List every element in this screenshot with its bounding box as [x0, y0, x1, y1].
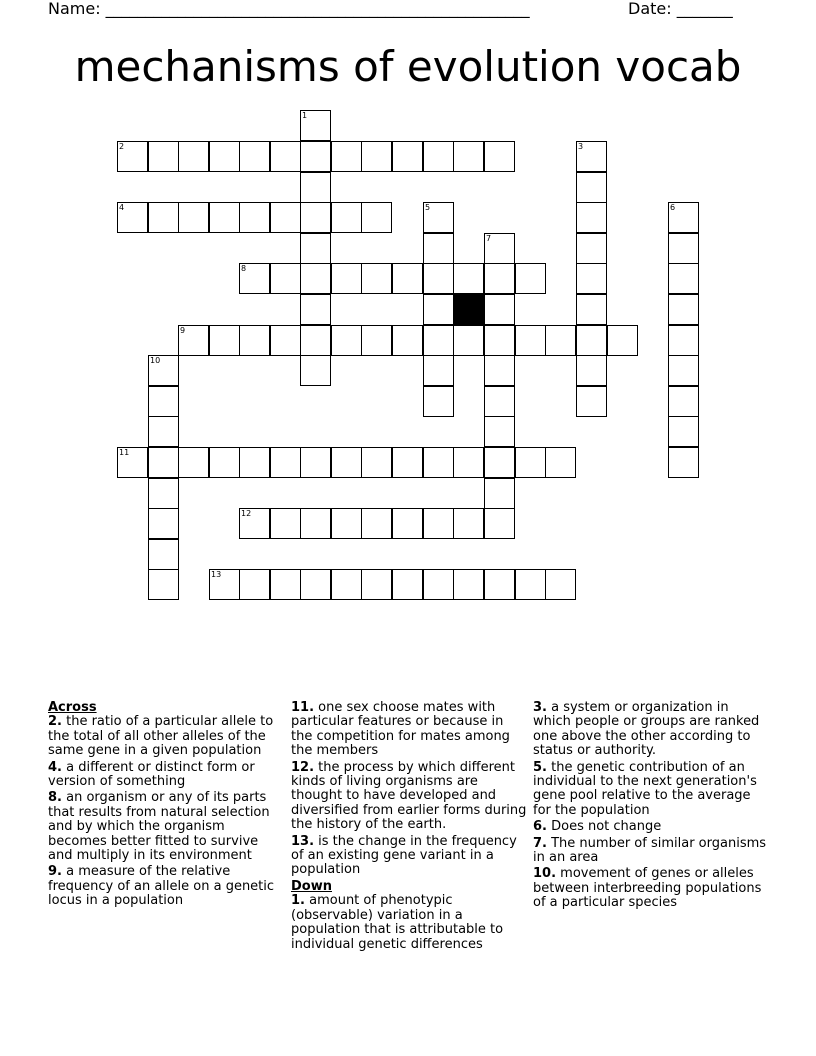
clue-number: 1 — [302, 111, 308, 120]
crossword-cell[interactable] — [331, 141, 362, 172]
crossword-cell[interactable] — [484, 355, 515, 386]
crossword-cell[interactable] — [668, 447, 699, 478]
crossword-cell[interactable] — [484, 325, 515, 356]
crossword-cell[interactable] — [361, 508, 392, 539]
clue-number: 12 — [241, 509, 252, 518]
clue-item — [48, 791, 284, 863]
crossword-cell[interactable] — [484, 386, 515, 417]
crossword-cell[interactable] — [668, 233, 699, 264]
crossword-cell[interactable] — [300, 294, 331, 325]
crossword-cell[interactable] — [300, 263, 331, 294]
crossword-cell[interactable] — [209, 141, 240, 172]
crossword-cell[interactable] — [361, 263, 392, 294]
crossword-cell[interactable] — [239, 202, 270, 233]
crossword-cell[interactable] — [668, 294, 699, 325]
crossword-cell[interactable] — [453, 263, 484, 294]
crossword-cell[interactable] — [148, 539, 179, 570]
crossword-cell[interactable] — [423, 355, 454, 386]
across-clue-list-continued — [291, 701, 527, 878]
crossword-cell[interactable] — [484, 141, 515, 172]
clue-number: 1. — [291, 893, 305, 909]
crossword-cell[interactable] — [453, 569, 484, 600]
crossword-cell[interactable] — [423, 233, 454, 264]
clue-item — [291, 894, 527, 952]
crossword-cell[interactable] — [148, 355, 179, 386]
down-heading: Down — [291, 878, 332, 894]
crossword-cell[interactable] — [361, 141, 392, 172]
crossword-cell[interactable] — [515, 325, 546, 356]
clue-number: 3. — [533, 700, 547, 715]
crossword-cell[interactable] — [178, 447, 209, 478]
crossword-cell[interactable] — [515, 569, 546, 600]
crossword-cell[interactable] — [270, 447, 301, 478]
crossword-cell[interactable] — [300, 202, 331, 233]
crossword-cell[interactable] — [484, 478, 515, 509]
crossword-cell[interactable] — [178, 141, 209, 172]
clue-item — [533, 837, 769, 866]
crossword-cell[interactable] — [361, 569, 392, 600]
clue-text: the process by which different kinds of living organisms are thought to have developed and diversified from earlier forms during the history of the earth. — [291, 759, 527, 833]
clue-number: 3 — [578, 142, 584, 151]
crossword-cell[interactable] — [423, 569, 454, 600]
crossword-cell[interactable] — [361, 447, 392, 478]
crossword-cell[interactable] — [668, 202, 699, 233]
crossword-cell[interactable] — [576, 355, 607, 386]
crossword-cell[interactable] — [300, 447, 331, 478]
clue-text: an organism or any of its parts that results from natural selection and by which the organism becomes better fitted to survive and multiply in its environment — [48, 790, 270, 864]
crossword-cell[interactable] — [300, 355, 331, 386]
clue-item — [533, 761, 769, 819]
crossword-cell[interactable] — [423, 294, 454, 325]
clue-number: 11. — [291, 700, 315, 715]
crossword-cell[interactable] — [484, 416, 515, 447]
clue-number: 13 — [211, 570, 222, 579]
crossword-cell[interactable] — [607, 325, 638, 356]
crossword-cell[interactable] — [392, 141, 423, 172]
crossword-cell[interactable] — [239, 447, 270, 478]
clue-number: 13. — [291, 833, 315, 849]
crossword-cell[interactable] — [484, 263, 515, 294]
crossword-cell[interactable] — [300, 141, 331, 172]
crossword-cell[interactable] — [270, 508, 301, 539]
crossword-cell[interactable] — [361, 325, 392, 356]
clue-text: Does not change — [546, 819, 662, 835]
crossword-cell[interactable] — [484, 569, 515, 600]
clue-column-2 — [291, 701, 527, 954]
clue-text: the genetic contribution of an individual to the next generation's gene pool relative to the average for the population — [533, 759, 757, 818]
crossword-cell[interactable] — [209, 202, 240, 233]
crossword-cell[interactable] — [117, 447, 148, 478]
clue-number: 5 — [425, 203, 431, 212]
crossword-cell[interactable] — [515, 263, 546, 294]
crossword-cell[interactable] — [270, 569, 301, 600]
clue-item — [48, 865, 284, 908]
clue-number: 4. — [48, 759, 62, 775]
crossword-cell[interactable] — [148, 141, 179, 172]
crossword-cell[interactable] — [423, 141, 454, 172]
across-clue-list — [48, 715, 284, 908]
crossword-cell[interactable] — [148, 478, 179, 509]
clue-text: is the change in the frequency of an existing gene variant in a population — [291, 833, 517, 878]
clue-item — [48, 715, 284, 758]
clue-text: a different or distinct form or version of something — [48, 759, 255, 790]
crossword-cell[interactable] — [239, 508, 270, 539]
crossword-cell[interactable] — [300, 325, 331, 356]
crossword-cell[interactable] — [392, 263, 423, 294]
crossword-cell[interactable] — [117, 141, 148, 172]
crossword-cell[interactable] — [392, 508, 423, 539]
clue-item — [291, 761, 527, 833]
clue-item — [48, 761, 284, 790]
crossword-cell[interactable] — [515, 447, 546, 478]
crossword-cell[interactable] — [178, 202, 209, 233]
clue-item — [291, 701, 527, 759]
crossword-cell[interactable] — [453, 447, 484, 478]
clue-number: 8. — [48, 790, 62, 806]
clue-column-3 — [533, 701, 769, 913]
crossword-cell[interactable] — [392, 325, 423, 356]
crossword-cell[interactable] — [484, 508, 515, 539]
crossword-cell[interactable] — [668, 386, 699, 417]
across-heading: Across — [48, 700, 97, 715]
crossword-cell[interactable] — [148, 416, 179, 447]
crossword-cell[interactable] — [668, 263, 699, 294]
crossword-cell[interactable] — [576, 172, 607, 203]
crossword-cell[interactable] — [576, 233, 607, 264]
black-square — [453, 294, 484, 325]
date-field-label[interactable]: Date: _______ — [628, 0, 733, 18]
crossword-cell[interactable] — [270, 141, 301, 172]
crossword-cell[interactable] — [300, 233, 331, 264]
crossword-cell[interactable] — [484, 294, 515, 325]
crossword-cell[interactable] — [576, 263, 607, 294]
crossword-cell[interactable] — [209, 569, 240, 600]
crossword-cell[interactable] — [576, 202, 607, 233]
crossword-cell[interactable] — [331, 569, 362, 600]
crossword-cell[interactable] — [423, 447, 454, 478]
crossword-cell[interactable] — [545, 325, 576, 356]
crossword-cell[interactable] — [331, 508, 362, 539]
clue-text: a system or organization in which people or groups are ranked one above the other according to status or authority. — [533, 700, 760, 759]
clue-text: The number of similar organisms in an area — [533, 835, 767, 866]
crossword-cell[interactable] — [392, 447, 423, 478]
crossword-cell[interactable] — [331, 263, 362, 294]
clue-number: 7. — [533, 835, 547, 851]
crossword-cell[interactable] — [668, 325, 699, 356]
crossword-cell[interactable] — [300, 508, 331, 539]
clue-number: 7 — [486, 234, 492, 243]
page-title: mechanisms of evolution vocab — [74, 42, 742, 91]
crossword-cell[interactable] — [453, 508, 484, 539]
crossword-cell[interactable] — [423, 263, 454, 294]
clue-number: 9. — [48, 864, 62, 880]
crossword-cell[interactable] — [361, 202, 392, 233]
crossword-cell[interactable] — [545, 447, 576, 478]
clue-text: the ratio of a particular allele to the total of all other alleles of the same gene in a given population — [48, 714, 274, 759]
crossword-cell[interactable] — [453, 325, 484, 356]
clue-number: 10 — [150, 356, 161, 365]
crossword-cell[interactable] — [668, 355, 699, 386]
clue-number: 12. — [291, 759, 315, 775]
clue-number: 2 — [119, 142, 125, 151]
crossword-cell[interactable] — [545, 569, 576, 600]
crossword-cell[interactable] — [300, 172, 331, 203]
crossword-cell[interactable] — [239, 263, 270, 294]
clue-number: 11 — [119, 448, 130, 457]
clue-text: movement of genes or alleles between interbreeding populations of a particular species — [533, 866, 762, 911]
crossword-cell[interactable] — [209, 447, 240, 478]
crossword-cell[interactable] — [239, 569, 270, 600]
clue-number: 4 — [119, 203, 125, 212]
crossword-cell[interactable] — [423, 325, 454, 356]
clue-text: amount of phenotypic (observable) variation in a population that is attributable to individual genetic differences — [291, 893, 504, 952]
clue-number: 5. — [533, 759, 547, 775]
crossword-cell[interactable] — [576, 386, 607, 417]
clue-item — [533, 701, 769, 759]
clue-number: 2. — [48, 714, 62, 730]
crossword-cell[interactable] — [576, 325, 607, 356]
crossword-cell[interactable] — [270, 325, 301, 356]
name-field-label[interactable]: Name: _____________________________________________________ — [48, 0, 530, 18]
crossword-cell[interactable] — [300, 110, 331, 141]
crossword-cell[interactable] — [423, 386, 454, 417]
crossword-cell[interactable] — [331, 447, 362, 478]
clue-text: one sex choose mates with particular features or because in the competition for mates among the members — [291, 700, 510, 759]
clue-number: 9 — [180, 326, 186, 335]
clue-number: 6 — [670, 203, 676, 212]
clue-column-1 — [48, 701, 284, 911]
clue-text: a measure of the relative frequency of an allele on a genetic locus in a population — [48, 864, 275, 909]
crossword-cell[interactable] — [148, 508, 179, 539]
crossword-cell[interactable] — [178, 325, 209, 356]
crossword-cell[interactable] — [148, 569, 179, 600]
crossword-cell[interactable] — [239, 141, 270, 172]
clue-number: 6. — [533, 819, 547, 835]
crossword-cell[interactable] — [148, 202, 179, 233]
down-clue-list-continued — [533, 701, 769, 911]
clue-number: 8 — [241, 264, 247, 273]
crossword-cell[interactable] — [331, 325, 362, 356]
crossword-cell[interactable] — [209, 325, 240, 356]
crossword-cell[interactable] — [392, 569, 423, 600]
crossword-cell[interactable] — [423, 508, 454, 539]
crossword-cell[interactable] — [117, 202, 148, 233]
crossword-cell[interactable] — [668, 416, 699, 447]
clue-item — [291, 835, 527, 878]
crossword-cell[interactable] — [270, 202, 301, 233]
clue-item — [533, 867, 769, 910]
crossword-cell[interactable] — [576, 141, 607, 172]
crossword-cell[interactable] — [331, 202, 362, 233]
crossword-cell[interactable] — [148, 386, 179, 417]
crossword-cell[interactable] — [484, 233, 515, 264]
crossword-cell[interactable] — [148, 447, 179, 478]
crossword-cell[interactable] — [576, 294, 607, 325]
clue-number: 10. — [533, 866, 557, 882]
crossword-cell[interactable] — [300, 569, 331, 600]
crossword-cell[interactable] — [423, 202, 454, 233]
down-clue-list — [291, 894, 527, 952]
crossword-cell[interactable] — [270, 263, 301, 294]
clue-item — [533, 820, 769, 834]
crossword-cell[interactable] — [484, 447, 515, 478]
crossword-cell[interactable] — [239, 325, 270, 356]
crossword-cell[interactable] — [453, 141, 484, 172]
